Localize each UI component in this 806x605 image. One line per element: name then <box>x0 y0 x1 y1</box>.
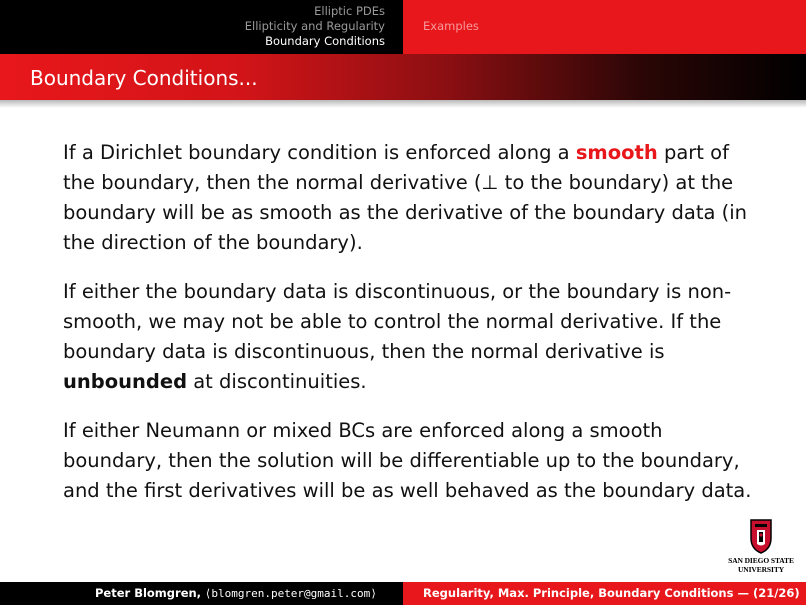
logo-text-line-1: SAN DIEGO STATE <box>728 556 794 565</box>
footer-author <box>95 582 377 605</box>
paragraph-dirichlet-text-1: If a Dirichlet boundary condition is enforced along a <box>63 141 576 164</box>
section-navigation <box>0 0 403 54</box>
frame-title: Boundary Conditions... <box>30 66 258 90</box>
nav-section-elliptic-pdes[interactable]: Elliptic PDEs <box>314 4 385 18</box>
paragraph-discontinuous-text-1: If either the boundary data is discontinuous, or the boundary is non-smooth, we may not be able to control the normal derivative. If the boundary data is discontinuous, then the normal derivative is <box>63 280 732 363</box>
nav-section-boundary-conditions[interactable]: Boundary Conditions <box>265 34 385 48</box>
subsection-navigation <box>403 0 806 54</box>
paragraph-dirichlet <box>63 138 763 258</box>
frame-title-bar <box>0 54 806 100</box>
author-name: Peter Blomgren, <box>95 586 202 600</box>
paragraph-neumann: If either Neumann or mixed BCs are enforced along a smooth boundary, then the solution will be differentiable up to the boundary, and the first derivatives will be as well behaved as the boundary data. <box>63 419 752 502</box>
highlight-smooth: smooth <box>575 141 658 164</box>
footer-talk-title: Regularity, Max. Principle, Boundary Conditions — (21/26) <box>423 586 800 600</box>
paragraph-discontinuous <box>63 277 763 397</box>
paragraph-dirichlet-text-2: part of the boundary, then the normal derivative (⊥ to the boundary) at the boundary will be as smooth as the derivative of the boundary data (in the direction of the boundary). <box>63 141 748 254</box>
paragraph-discontinuous-text-2: at discontinuities. <box>187 370 367 393</box>
footer-title-bar <box>403 582 806 605</box>
author-email: ⟨blomgren.peter@gmail.com⟩ <box>204 587 377 600</box>
sdsu-shield-icon <box>722 518 800 554</box>
nav-subsection-examples[interactable]: Examples <box>423 19 479 33</box>
logo-text-line-2: UNIVERSITY <box>737 565 785 574</box>
footer-author-bar <box>0 582 403 605</box>
bold-unbounded: unbounded <box>63 370 188 393</box>
title-bar-shadow <box>0 100 806 108</box>
slide-body <box>63 138 763 525</box>
university-logo <box>722 518 800 574</box>
navigation-bar <box>0 0 806 54</box>
nav-section-ellipticity-regularity[interactable]: Ellipticity and Regularity <box>244 19 385 33</box>
